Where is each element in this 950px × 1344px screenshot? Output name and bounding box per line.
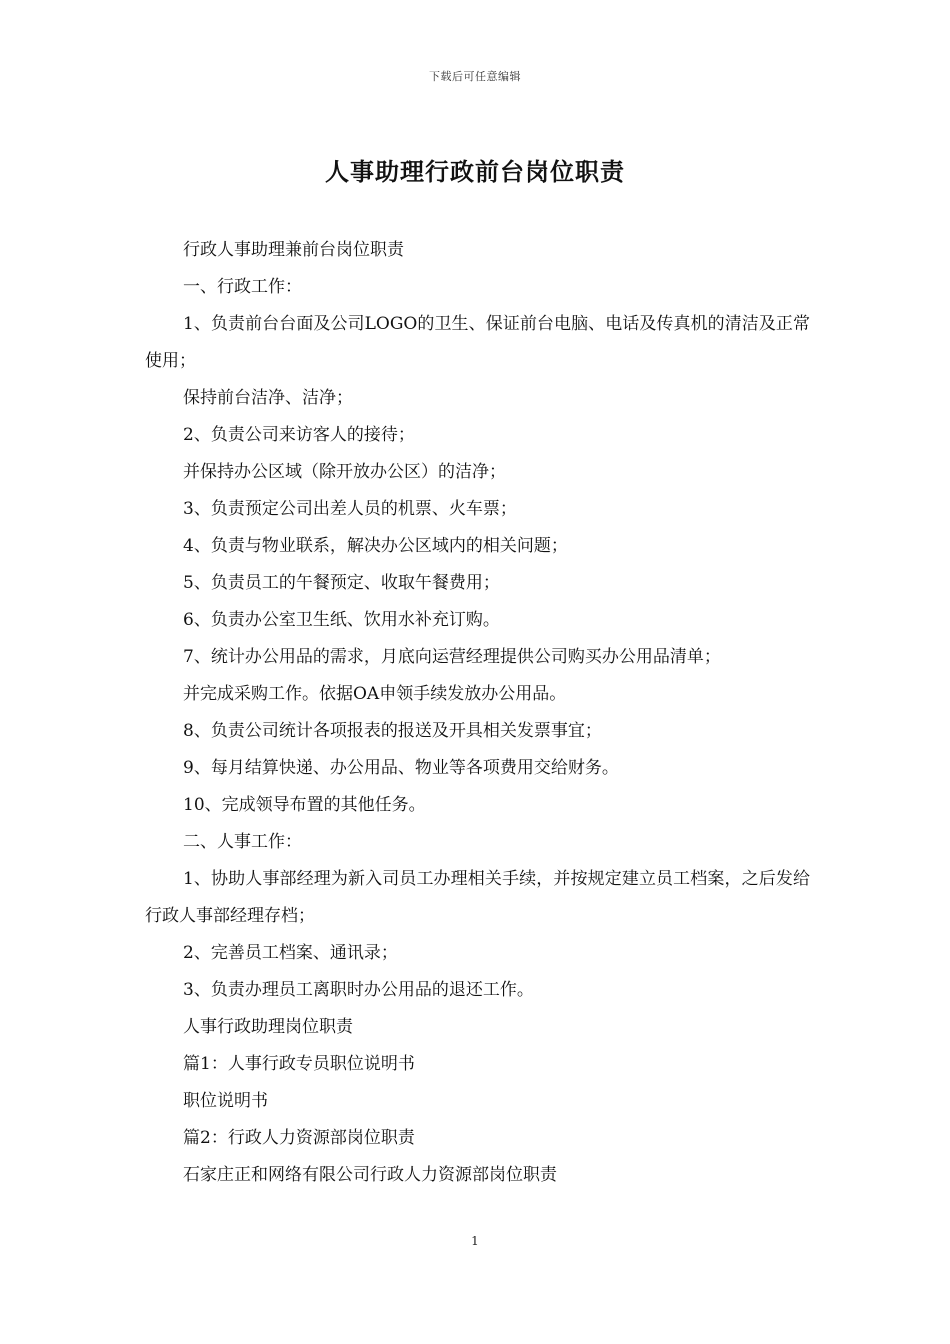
paragraph: 7、统计办公用品的需求，月底向运营经理提供公司购买办公用品清单； xyxy=(183,647,721,667)
paragraph: 1、协助人事部经理为新入司员工办理相关手续，并按规定建立员工档案，之后发给行政人事部经理存档； xyxy=(145,869,810,926)
paragraph: 3、负责预定公司出差人员的机票、火车票； xyxy=(183,499,517,519)
paragraph: 10、完成领导布置的其他任务。 xyxy=(183,795,426,815)
page-number: 1 xyxy=(471,1234,479,1248)
paragraph: 5、负责员工的午餐预定、收取午餐费用； xyxy=(183,573,500,593)
paragraph: 9、每月结算快递、办公用品、物业等各项费用交给财务。 xyxy=(183,758,619,778)
paragraph: 保持前台洁净、洁净； xyxy=(183,388,353,408)
paragraph: 石家庄正和网络有限公司行政人力资源部岗位职责 xyxy=(183,1165,557,1185)
paragraph: 并完成采购工作。依据OA申领手续发放办公用品。 xyxy=(183,684,567,704)
paragraph: 职位说明书 xyxy=(183,1091,268,1111)
paragraph: 篇2：行政人力资源部岗位职责 xyxy=(183,1128,415,1148)
section-heading: 二、人事工作： xyxy=(183,832,302,852)
paragraph: 2、负责公司来访客人的接待； xyxy=(183,425,415,445)
paragraph: 8、负责公司统计各项报表的报送及开具相关发票事宜； xyxy=(183,721,602,741)
paragraph: 人事行政助理岗位职责 xyxy=(183,1017,353,1037)
paragraph: 3、负责办理员工离职时办公用品的退还工作。 xyxy=(183,980,534,1000)
document-body xyxy=(145,232,810,1194)
document-title: 人事助理行政前台岗位职责 xyxy=(325,157,625,186)
paragraph: 6、负责办公室卫生纸、饮用水补充订购。 xyxy=(183,610,500,630)
header-note: 下载后可任意编辑 xyxy=(429,70,521,83)
paragraph: 1、负责前台台面及公司LOGO的卫生、保证前台电脑、电话及传真机的清洁及正常使用； xyxy=(145,314,810,371)
paragraph: 并保持办公区域（除开放办公区）的洁净； xyxy=(183,462,506,482)
paragraph: 2、完善员工档案、通讯录； xyxy=(183,943,398,963)
paragraph: 篇1：人事行政专员职位说明书 xyxy=(183,1054,415,1074)
paragraph: 行政人事助理兼前台岗位职责 xyxy=(183,240,404,260)
section-heading: 一、行政工作： xyxy=(183,277,302,297)
paragraph: 4、负责与物业联系，解决办公区域内的相关问题； xyxy=(183,536,568,556)
